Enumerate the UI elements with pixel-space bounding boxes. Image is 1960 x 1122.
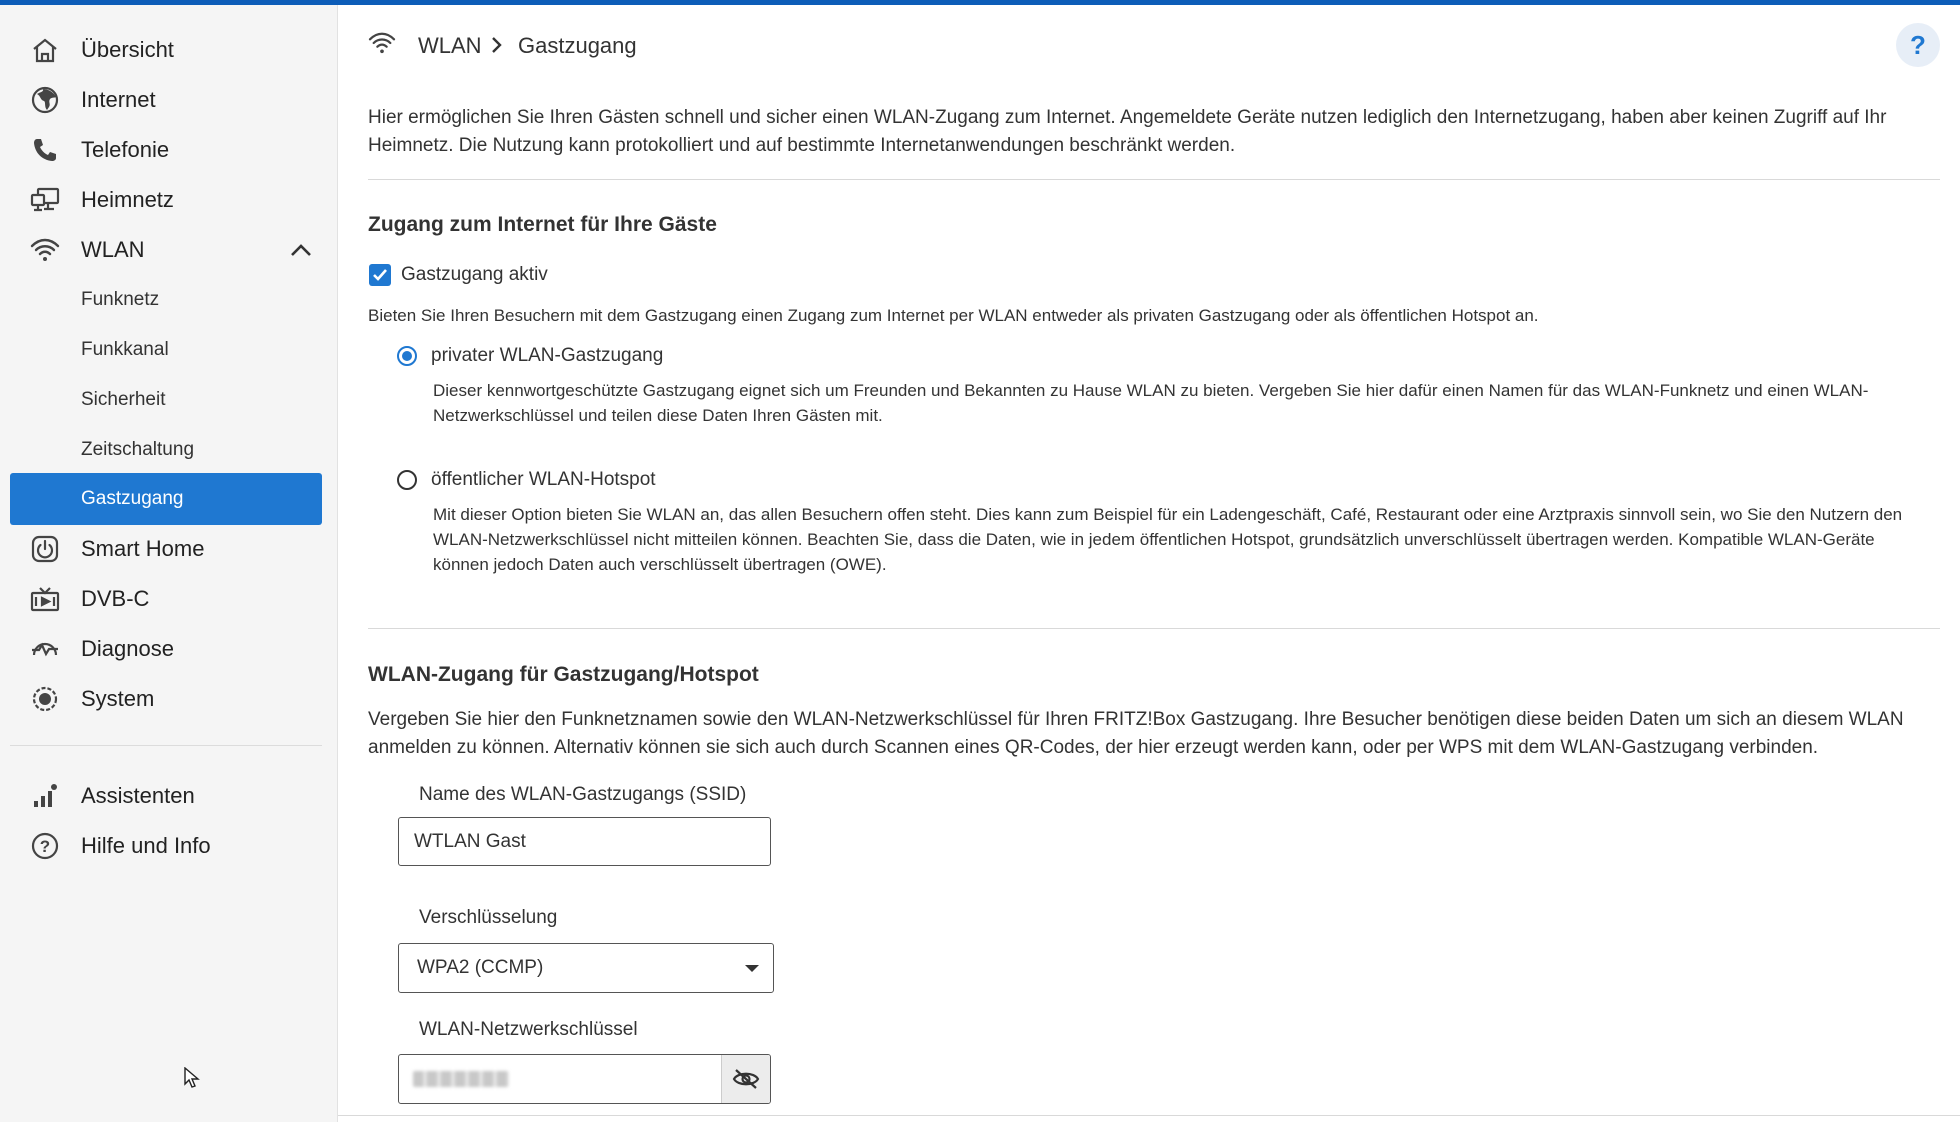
main-content xyxy=(338,5,1960,1122)
sidebar-item-assistenten[interactable] xyxy=(10,771,322,821)
sidebar-subitem-label: Funkkanal xyxy=(81,339,169,360)
sidebar-item-hilfe[interactable] xyxy=(10,821,322,871)
private-guest-access-description: Dieser kennwortgeschützte Gastzugang eignet sich um Freunden und Bekannten zu Hause WLAN zu bieten. Vergeben Sie hier dafür einen Namen für das WLAN-Funknetz und einen WLAN-Netzwerkschlüssel und teilen diese Daten Ihren Gästen mit. xyxy=(433,381,1869,425)
home-icon xyxy=(30,36,60,64)
sidebar-subitem-funknetz[interactable] xyxy=(10,275,322,325)
eye-slash-icon xyxy=(732,1068,760,1090)
sidebar-item-smart-home[interactable] xyxy=(10,524,322,574)
sidebar-item-label: Telefonie xyxy=(81,137,170,162)
sidebar-item-label: DVB-C xyxy=(81,586,150,611)
sidebar-subitem-label: Funknetz xyxy=(81,289,160,310)
mouse-cursor-icon xyxy=(184,1067,200,1089)
public-hotspot-label[interactable]: öffentlicher WLAN-Hotspot xyxy=(431,469,656,490)
toggle-visibility-button[interactable] xyxy=(721,1055,770,1103)
globe-icon xyxy=(30,86,60,114)
public-hotspot-radio[interactable] xyxy=(397,470,417,490)
private-guest-access-label[interactable]: privater WLAN-Gastzugang xyxy=(431,345,664,366)
sidebar-subitem-label: Zeitschaltung xyxy=(81,439,195,460)
divider xyxy=(338,1115,1960,1116)
breadcrumb-current: Gastzugang xyxy=(518,33,637,58)
checkmark-icon xyxy=(372,268,388,282)
pulse-icon xyxy=(30,635,60,663)
sidebar-item-label: Diagnose xyxy=(81,636,174,661)
chevron-right-icon xyxy=(490,36,502,54)
sidebar-item-label: Assistenten xyxy=(81,783,195,808)
system-icon xyxy=(30,685,60,713)
guest-access-active-checkbox[interactable] xyxy=(369,264,391,286)
sidebar-item-label: Übersicht xyxy=(81,37,174,62)
sidebar-item-label: System xyxy=(81,686,155,711)
sidebar xyxy=(0,5,338,1122)
caret-down-icon xyxy=(745,965,759,972)
sidebar-item-telefonie[interactable] xyxy=(10,125,322,175)
section-title-guest-access: Zugang zum Internet für Ihre Gäste xyxy=(368,213,717,236)
sidebar-subitem-label: Gastzugang xyxy=(81,488,184,509)
sidebar-item-label: WLAN xyxy=(81,237,145,262)
sidebar-item-heimnetz[interactable] xyxy=(10,175,322,225)
private-guest-access-radio[interactable] xyxy=(397,346,417,366)
sidebar-item-label: Internet xyxy=(81,87,156,112)
sidebar-subitem-gastzugang[interactable] xyxy=(10,473,322,525)
guest-access-description: Bieten Sie Ihren Besuchern mit dem Gastzugang einen Zugang zum Internet per WLAN entweder als privaten Gastzugang oder als öffentlichen Hotspot an. xyxy=(368,306,1539,325)
ssid-input[interactable] xyxy=(398,817,771,866)
sidebar-subitem-funkkanal[interactable] xyxy=(10,325,322,375)
sidebar-subitem-label: Sicherheit xyxy=(81,389,166,410)
breadcrumb-parent[interactable]: WLAN xyxy=(418,33,482,58)
sidebar-item-system[interactable] xyxy=(10,674,322,724)
divider xyxy=(368,628,1940,629)
help-icon xyxy=(30,832,60,860)
sidebar-item-internet[interactable] xyxy=(10,75,322,125)
encryption-selected-value: WPA2 (CCMP) xyxy=(417,957,544,978)
sidebar-divider xyxy=(10,745,322,746)
section-title-wlan-access: WLAN-Zugang für Gastzugang/Hotspot xyxy=(368,663,759,686)
svg-text:?: ? xyxy=(39,837,51,856)
network-key-label: WLAN-Netzwerkschlüssel xyxy=(419,1019,638,1040)
sidebar-item-label: Hilfe und Info xyxy=(81,833,211,858)
assistant-icon xyxy=(30,782,60,810)
sidebar-item-label: Heimnetz xyxy=(81,187,174,212)
sidebar-item-dvb-c[interactable] xyxy=(10,574,322,624)
sidebar-item-wlan[interactable] xyxy=(10,225,322,275)
sidebar-item-diagnose[interactable] xyxy=(10,624,322,674)
wifi-icon xyxy=(368,31,396,55)
chevron-up-icon[interactable] xyxy=(289,239,313,261)
public-hotspot-description: Mit dieser Option bieten Sie WLAN an, das allen Besuchern offen steht. Dies kann zum Beispiel für ein Ladengeschäft, Café, Restaurant oder eine Arztpraxis sinnvoll sein, wo Sie den Nutzern den WLAN-Netzwerkschlüssel nicht mitteilen können. Beachten Sie, dass die Daten, wie in jedem öffentlichen Hotspot, grundsätzlich unverschlüsselt übertragen werden. Kompatible WLAN-Geräte können jedoch Daten auch verschlüsselt übertragen (OWE). xyxy=(433,505,1903,574)
network-key-obscured-value xyxy=(413,1071,509,1087)
ssid-label: Name des WLAN-Gastzugangs (SSID) xyxy=(419,784,747,805)
help-button[interactable]: ? xyxy=(1896,23,1940,67)
tv-icon xyxy=(30,585,60,613)
wifi-icon xyxy=(30,236,60,264)
network-icon xyxy=(30,186,60,214)
sidebar-subitem-sicherheit[interactable] xyxy=(10,375,322,425)
network-key-field[interactable] xyxy=(398,1054,771,1104)
phone-icon xyxy=(30,136,60,164)
sidebar-item-uebersicht[interactable] xyxy=(10,25,322,75)
divider xyxy=(368,179,1940,180)
power-icon xyxy=(30,535,60,563)
intro-text: Hier ermöglichen Sie Ihren Gästen schnell und sicher einen WLAN-Zugang zum Internet. Angemeldete Geräte nutzen lediglich den Internetzugang, haben aber keinen Zugriff auf Ihr Heimnetz. Die Nutzung kann protokolliert und auf bestimmte Internetanwendungen beschränkt werden. xyxy=(368,107,1887,156)
sidebar-item-label: Smart Home xyxy=(81,536,205,561)
guest-access-active-label[interactable]: Gastzugang aktiv xyxy=(401,264,548,285)
encryption-select[interactable] xyxy=(398,943,774,993)
wlan-access-description: Vergeben Sie hier den Funknetznamen sowie den WLAN-Netzwerkschlüssel für Ihren FRITZ!Box Gastzugang. Ihre Besucher benötigen diese beiden Daten um sich an diesem WLAN anmelden zu können. Alternativ können sie sich auch durch Scannen eines QR-Codes, der hier erzeugt werden kann, oder per WPS mit dem WLAN-Gastzugang verbinden. xyxy=(368,709,1904,758)
encryption-label: Verschlüsselung xyxy=(419,907,558,928)
sidebar-subitem-zeitschaltung[interactable] xyxy=(10,425,322,475)
